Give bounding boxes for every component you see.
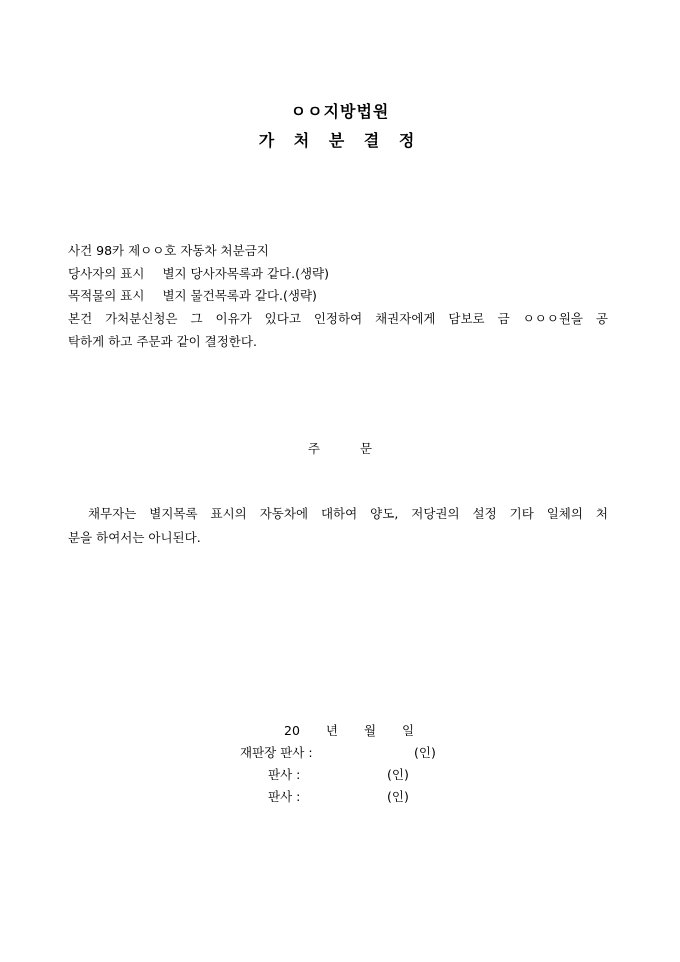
- reason-line-1: 본건 가처분신청은 그 이유가 있다고 인정하여 채권자에게 담보로 금 ㅇㅇㅇ원을 공: [68, 311, 608, 326]
- presiding-judge-label: 재판장 판사 :: [240, 745, 313, 760]
- date-year: 20: [284, 723, 300, 738]
- date-day-unit: 일: [402, 723, 415, 738]
- order-heading: [0, 439, 680, 457]
- document-title: 가 처 분 결 정: [258, 131, 422, 150]
- presiding-judge-seal: (인): [414, 745, 436, 760]
- decision-date: [284, 721, 414, 739]
- parties-value: 별지 당사자목록과 같다.(생략): [162, 266, 330, 281]
- judge-1-label: 판사 :: [268, 767, 301, 782]
- object-row: [68, 286, 317, 304]
- date-year-unit: 년: [325, 723, 338, 738]
- order-line-2: 분을 하여서는 아니된다.: [68, 530, 201, 545]
- case-line: 사건 98카 제ㅇㅇ호 자동차 처분금지: [68, 243, 269, 258]
- judge-1-seal: (인): [387, 767, 409, 782]
- object-value: 별지 물건목록과 같다.(생략): [162, 288, 317, 303]
- order-heading-right: 문: [360, 441, 373, 456]
- judge-2-label: 판사 :: [268, 789, 301, 804]
- object-label: 목적물의 표시: [68, 288, 145, 303]
- order-line-1: 채무자는 별지목록 표시의 자동차에 대하여 양도, 저당권의 설정 기타 일체의 처: [88, 506, 608, 521]
- reason-line-2: 탁하게 하고 주문과 같이 결정한다.: [68, 334, 257, 349]
- date-month-unit: 월: [363, 723, 377, 738]
- judge-2-seal: (인): [387, 789, 409, 804]
- court-name: ㅇㅇ지방법원: [290, 102, 390, 121]
- order-heading-left: 주: [307, 441, 320, 456]
- parties-row: [68, 264, 329, 282]
- parties-label: 당사자의 표시: [68, 266, 145, 281]
